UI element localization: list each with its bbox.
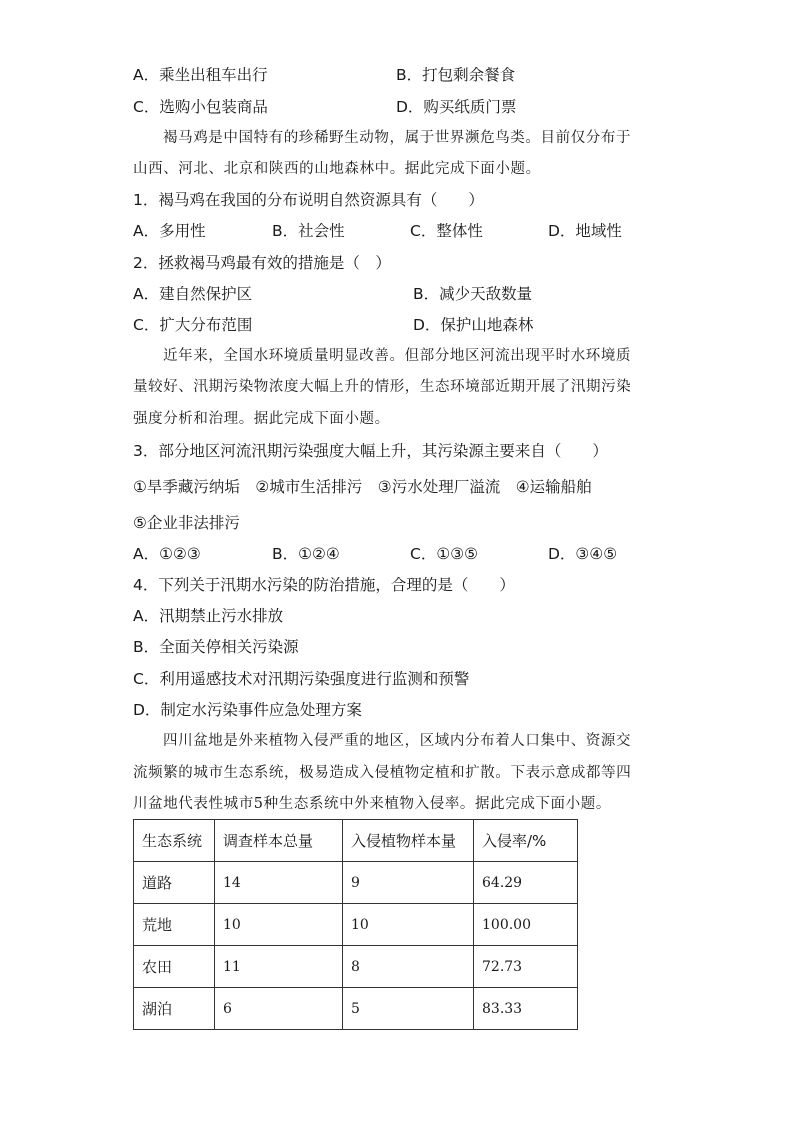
passage-3-line-3: 川盆地代表性城市5种生态系统中外来植物入侵率。据此完成下面小题。: [133, 796, 611, 812]
question-4-option-b: B．全面关停相关污染源: [133, 638, 299, 656]
question-1-option-c: C．整体性: [410, 222, 483, 240]
table-cell: 8: [343, 946, 474, 988]
question-3-option-a: A．①②③: [133, 545, 201, 563]
passage-1-line-2: 山西、河北、北京和陕西的山地森林中。据此完成下面小题。: [133, 161, 541, 177]
option-b: B．打包剩余餐食: [396, 66, 516, 84]
question-1-option-d: D．地域性: [548, 222, 622, 240]
table-row: [134, 988, 578, 1030]
passage-3-line-1: 四川盆地是外来植物入侵严重的地区，区域内分布着人口集中、资源交: [163, 733, 632, 749]
passage-2-line-3: 强度分析和治理。据此完成下面小题。: [133, 411, 390, 427]
table-cell: 湖泊: [134, 988, 215, 1030]
table-cell: 100.00: [474, 904, 578, 946]
table-cell: 道路: [134, 862, 215, 904]
question-3-option-c: C．①③⑤: [410, 545, 479, 563]
option-c: C．选购小包装商品: [133, 98, 268, 116]
table-cell: 72.73: [474, 946, 578, 988]
question-4-option-a: A．汛期禁止污水排放: [133, 607, 284, 625]
table-cell: 荒地: [134, 904, 215, 946]
question-4-option-c: C．利用遥感技术对汛期污染强度进行监测和预警: [133, 670, 470, 688]
table-cell: 11: [215, 946, 343, 988]
option-d: D．购买纸质门票: [396, 98, 517, 116]
table-row: [134, 946, 578, 988]
table-header-cell: 入侵植物样本量: [343, 820, 474, 862]
question-3-option-d: D．③④⑤: [548, 545, 618, 563]
question-2-stem: 2．拯救褐马鸡最有效的措施是（ ）: [133, 254, 391, 272]
passage-3-line-2: 流频繁的城市生态系统，极易造成入侵植物定植和扩散。下表示意成都等四: [133, 765, 632, 781]
question-2-option-b: B．减少天敌数量: [413, 285, 533, 303]
table-cell: 9: [343, 862, 474, 904]
table-row: [134, 904, 578, 946]
table-header-cell: 生态系统: [134, 820, 215, 862]
table-cell: 83.33: [474, 988, 578, 1030]
question-2-option-a: A．建自然保护区: [133, 285, 253, 303]
question-3-items-line-1: ①旱季藏污纳垢 ②城市生活排污 ③污水处理厂溢流 ④运输船舶: [133, 478, 592, 496]
table-cell: 10: [343, 904, 474, 946]
question-1-option-a: A．多用性: [133, 222, 206, 240]
passage-2-line-1: 近年来，全国水环境质量明显改善。但部分地区河流出现平时水环境质: [163, 348, 632, 364]
table-cell: 5: [343, 988, 474, 1030]
question-3-option-b: B．①②④: [272, 545, 340, 563]
passage-2-line-2: 量较好、汛期污染物浓度大幅上升的情形，生态环境部近期开展了汛期污染: [133, 379, 632, 395]
question-4-stem: 4．下列关于汛期水污染的防治措施，合理的是（ ）: [133, 576, 515, 594]
table-cell: 农田: [134, 946, 215, 988]
question-4-option-d: D．制定水污染事件应急处理方案: [133, 701, 362, 719]
table-header-cell: 调查样本总量: [215, 820, 343, 862]
table-cell: 14: [215, 862, 343, 904]
table-cell: 6: [215, 988, 343, 1030]
table-header-cell: 入侵率/%: [474, 820, 578, 862]
invasion-rate-table: [133, 819, 578, 1030]
table-header-row: [134, 820, 578, 862]
question-2-option-d: D．保护山地森林: [413, 316, 534, 334]
question-2-option-c: C．扩大分布范围: [133, 316, 253, 334]
table-cell: 10: [215, 904, 343, 946]
option-a: A．乘坐出租车出行: [133, 66, 268, 84]
question-3-stem: 3．部分地区河流汛期污染强度大幅上升，其污染源主要来自（ ）: [133, 442, 608, 460]
question-3-items-line-2: ⑤企业非法排污: [133, 514, 240, 532]
table-row: [134, 862, 578, 904]
question-1-stem: 1．褐马鸡在我国的分布说明自然资源具有（ ）: [133, 191, 484, 209]
passage-1-line-1: 褐马鸡是中国特有的珍稀野生动物，属于世界濒危鸟类。目前仅分布于: [163, 130, 632, 146]
question-1-option-b: B．社会性: [272, 222, 345, 240]
table-cell: 64.29: [474, 862, 578, 904]
